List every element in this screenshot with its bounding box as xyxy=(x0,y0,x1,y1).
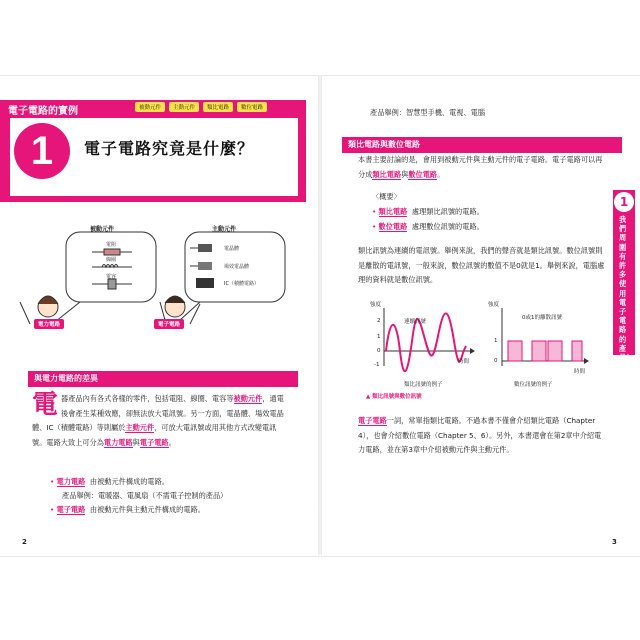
digital-tick-1: 1 xyxy=(494,338,498,344)
digital-pulse xyxy=(508,341,522,361)
ic-chip-icon xyxy=(196,278,214,288)
tag-passive: 被動元件 xyxy=(135,102,165,112)
kw-electronic: 電子電路 xyxy=(139,437,169,447)
analog-tick-neg1: -1 xyxy=(374,362,380,368)
section-bar-difference: 與電力電路的差異 xyxy=(28,371,298,387)
section-number: 1 xyxy=(14,123,70,179)
side-tab-number: 1 xyxy=(614,192,634,212)
book-gutter xyxy=(318,75,322,555)
power-circuit-label: 電力電路 xyxy=(34,319,64,329)
figure-bg xyxy=(362,296,602,391)
chapter-title: 電子電路的實例 xyxy=(8,106,78,117)
digital-xlabel: 時間 xyxy=(574,369,586,375)
text-seg: 與 xyxy=(401,169,409,179)
digital-pulse xyxy=(532,341,546,361)
text-seg: ，通電後會產生某種效應，卻無法放大電訊號。另一方面，電晶體、場效電晶體、IC（積體電路）等則屬於 xyxy=(32,394,284,432)
bullet-electronic-kw: 電子電路 xyxy=(56,505,86,514)
passive-title: 被動元件 xyxy=(90,226,115,233)
capacitor-icon xyxy=(108,279,116,289)
side-tab-text: 我們周圍有許多使用電子電路的產品！ xyxy=(619,215,634,363)
summary-analog: • 類比電路 處理類比訊號的電路。 xyxy=(372,207,484,216)
ic-label: IC（積體電路） xyxy=(224,281,259,287)
signal-figure xyxy=(362,296,602,391)
text-seg: 本書主要討論的是，會用到被動元件與主動元件的電子電路。電子電路可以再分成 xyxy=(358,155,603,179)
digital-pulse xyxy=(572,341,582,361)
product-examples: 產品舉例：智慧型手機、電視、電腦 xyxy=(370,108,486,117)
text-seg: 。 xyxy=(437,169,445,179)
tag-active: 主動元件 xyxy=(169,102,199,112)
page-number-right: 3 xyxy=(612,538,617,546)
bullet-electronic-text: 由被動元件與主動元件構成的電路。 xyxy=(89,505,205,514)
fet-icon xyxy=(198,262,212,270)
digital-pulse xyxy=(548,341,562,361)
analog-ylabel: 強度 xyxy=(370,302,382,308)
analog-annotation: 連續訊號 xyxy=(404,319,427,325)
digital-ylabel: 強度 xyxy=(488,302,500,308)
bullet-power-example: 產品舉例：電暖器、電風扇（不需電子控制的產品） xyxy=(62,491,228,500)
tag-analog: 類比電路 xyxy=(203,102,233,112)
text-seg: 器產品內有各式各樣的零件，包括電阻、線圈、電容等 xyxy=(61,394,234,403)
summary-title: 〈概要〉 xyxy=(372,192,401,201)
dropcap: 電 xyxy=(32,390,59,420)
analog-tick-2: 2 xyxy=(377,318,381,324)
analog-caption: 類比訊號的例子 xyxy=(404,382,443,388)
active-title: 主動元件 xyxy=(212,226,237,233)
tag-digital: 數位電路 xyxy=(237,102,267,112)
digital-tick-0: 0 xyxy=(494,358,498,364)
electronic-circuit-label: 電子電路 xyxy=(154,319,184,329)
keyword-tags xyxy=(135,102,267,112)
kw-power: 電力電路 xyxy=(103,437,133,447)
digital-caption: 數位訊號的例子 xyxy=(514,382,553,388)
page-heading: 電子電路究竟是什麼？ xyxy=(84,139,255,158)
components-illustration xyxy=(0,212,318,342)
coil-label: 線圈 xyxy=(106,257,117,263)
resistor-label: 電阻 xyxy=(106,242,117,248)
left-paragraph xyxy=(32,392,290,450)
right-paragraph-1 xyxy=(358,153,608,182)
analog-tick-1: 1 xyxy=(377,334,381,340)
transistor-label: 電晶體 xyxy=(224,246,240,252)
right-paragraph-2: 類比訊號為連續的電訊號。舉例來說，我們的聲音就是類比訊號。數位訊號則是離散的電訊號，一般來說，數位訊號的數值不是0就是1。舉例來說，電腦處理的資料就是數位訊號。 xyxy=(358,246,605,284)
text-seg: 與 xyxy=(132,437,140,447)
kw-electronic-2: 電子電路 xyxy=(358,416,387,425)
digital-annotation: 0或1的離散訊號 xyxy=(522,315,562,321)
bullet-power-text: 由被動元件構成的電路。 xyxy=(89,477,169,486)
summary-analog-text: 處理類比訊號的電路。 xyxy=(411,207,484,216)
summary-digital-text: 處理數位訊號的電路。 xyxy=(411,222,484,231)
bullet-power-kw: 電力電路 xyxy=(56,477,86,486)
summary-analog-kw: 類比電路 xyxy=(378,207,408,216)
figure-caption: ▲ 類比訊號與數位訊號 xyxy=(366,394,422,400)
capacitor-label: 電容 xyxy=(106,274,117,280)
fet-label: 場效電晶體 xyxy=(224,264,250,270)
analog-xlabel: 時間 xyxy=(458,359,470,365)
kw-analog: 類比電路 xyxy=(372,169,402,179)
bullet-electronic: • 電子電路 由被動元件與主動元件構成的電路。 xyxy=(50,505,205,514)
kw-digital: 數位電路 xyxy=(408,169,438,179)
transistor-icon xyxy=(198,244,212,252)
right-paragraph-3 xyxy=(358,414,608,458)
kw-active: 主動元件 xyxy=(125,423,155,432)
text-seg: 一詞，常單指類比電路。不過本書不僅會介紹類比電路（Chapter 4），也會介紹數位電路（Chapter 5、6）。另外，本書還會在第2章中介紹電力電路，並在第3章中介紹被動元件與主動元件。 xyxy=(358,416,602,454)
text-seg: ，可放大電訊號或用其他方式改變電訊號。電路大致上可分為 xyxy=(32,423,277,447)
resistor-icon xyxy=(104,249,120,255)
summary-digital: • 數位電路 處理數位訊號的電路。 xyxy=(372,222,484,231)
kw-passive: 被動元件 xyxy=(233,394,263,403)
bullet-power: • 電力電路 由被動元件構成的電路。 xyxy=(50,477,169,486)
text-seg: 。 xyxy=(168,437,176,447)
page-number-left: 2 xyxy=(22,538,27,546)
analog-tick-0: 0 xyxy=(377,348,381,354)
section-bar-analog-digital: 類比電路與數位電路 xyxy=(342,137,622,153)
summary-digital-kw: 數位電路 xyxy=(378,222,408,231)
